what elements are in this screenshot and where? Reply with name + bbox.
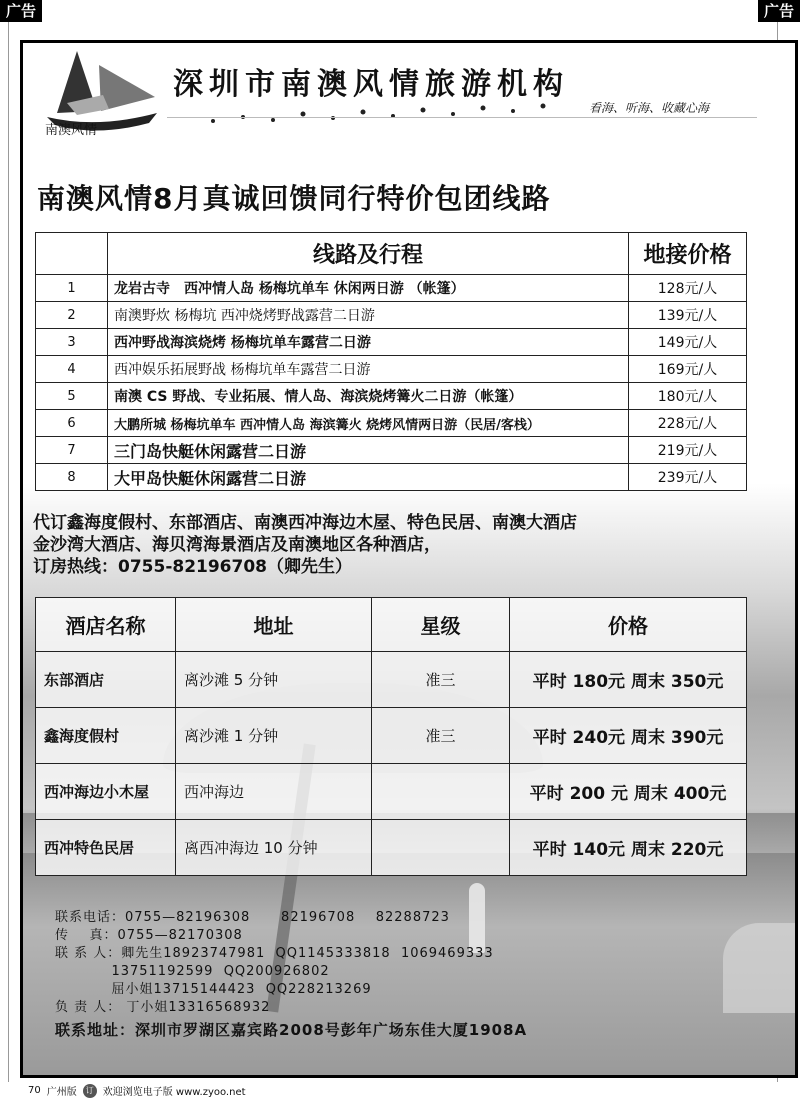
hotel-price: 平时 200 元 周末 400元 <box>510 764 747 820</box>
main-title: 南澳风情8月真诚回馈同行特价包团线路 <box>37 182 551 215</box>
contact-phone: 联系电话：0755—82196308 82196708 82288723 <box>55 910 450 925</box>
route-number: 6 <box>36 410 108 437</box>
table-row <box>36 329 747 356</box>
route-price: 180元/人 <box>629 383 747 410</box>
ad-frame <box>20 40 798 1078</box>
route-number: 4 <box>36 356 108 383</box>
route-price: 169元/人 <box>629 356 747 383</box>
header-rule <box>167 117 757 118</box>
hotel-address: 西冲海边 <box>176 764 372 820</box>
table-row <box>36 383 747 410</box>
hotel-name: 西冲海边小木屋 <box>36 764 176 820</box>
hotels-col-price: 价格 <box>510 598 747 652</box>
contact-manager: 负 责 人： 丁小姐13316568932 <box>55 1000 271 1015</box>
route-description: 西冲野战海滨烧烤 杨梅坑单车露营二日游 <box>108 329 629 356</box>
hotels-col-name: 酒店名称 <box>36 598 176 652</box>
route-description: 南澳 CS 野战、专业拓展、情人岛、海滨烧烤篝火二日游（帐篷） <box>108 383 629 410</box>
hotel-note-line: 金沙湾大酒店、海贝湾海景酒店及南澳地区各种酒店， <box>33 535 441 555</box>
route-price: 239元/人 <box>629 464 747 491</box>
routes-col-number <box>36 233 108 275</box>
rock-shape <box>723 923 798 1013</box>
route-number: 7 <box>36 437 108 464</box>
hotel-hotline: 订房热线：0755-82196708（卿先生） <box>33 557 352 577</box>
table-row <box>36 437 747 464</box>
contact-block <box>55 909 527 1039</box>
hotel-star: 准三 <box>372 652 510 708</box>
route-number: 1 <box>36 275 108 302</box>
route-description: 三门岛快艇休闲露营二日游 <box>108 437 629 464</box>
routes-header-row <box>36 233 747 275</box>
hotels-header-row <box>36 598 747 652</box>
hotel-star <box>372 764 510 820</box>
route-description: 大甲岛快艇休闲露营二日游 <box>108 464 629 491</box>
logo-caption: 南澳风情 <box>45 123 98 138</box>
contact-person-extra: 13751192599 QQ200926802 <box>55 964 330 979</box>
edition-badge-icon: 订 <box>83 1084 97 1098</box>
hotel-star <box>372 820 510 876</box>
hotels-col-star: 星级 <box>372 598 510 652</box>
table-row <box>36 764 747 820</box>
hotel-price: 平时 240元 周末 390元 <box>510 708 747 764</box>
table-row <box>36 410 747 437</box>
ad-label-left: 广告 <box>0 0 42 22</box>
route-description: 西冲娱乐拓展野战 杨梅坑单车露营二日游 <box>108 356 629 383</box>
hotel-price: 平时 140元 周末 220元 <box>510 820 747 876</box>
organization-name: 深圳市南澳风情旅游机构 <box>173 67 569 102</box>
table-row <box>36 708 747 764</box>
hotel-note-line: 代订鑫海度假村、东部酒店、南澳西冲海边木屋、特色民居、南澳大酒店 <box>33 513 577 533</box>
route-number: 3 <box>36 329 108 356</box>
hotel-name: 西冲特色民居 <box>36 820 176 876</box>
route-description: 龙岩古寺 西冲情人岛 杨梅坑单车 休闲两日游 （帐篷） <box>108 275 629 302</box>
footer-text: 欢迎浏览电子版 www.zyoo.net <box>102 1087 246 1098</box>
hotel-address: 离沙滩 5 分钟 <box>176 652 372 708</box>
routes-col-price: 地接价格 <box>629 233 747 275</box>
hotels-table <box>35 597 747 876</box>
ad-label-right: 广告 <box>758 0 800 22</box>
decorative-dots <box>173 99 593 129</box>
hotel-star: 准三 <box>372 708 510 764</box>
hotels-col-address: 地址 <box>176 598 372 652</box>
hotel-address: 离西冲海边 10 分钟 <box>176 820 372 876</box>
route-price: 219元/人 <box>629 437 747 464</box>
hotel-booking-note <box>33 512 577 578</box>
routes-table <box>35 232 747 491</box>
route-price: 128元/人 <box>629 275 747 302</box>
edition-label: 广州版 <box>46 1087 77 1098</box>
table-row <box>36 302 747 329</box>
route-price: 228元/人 <box>629 410 747 437</box>
route-number: 5 <box>36 383 108 410</box>
table-row <box>36 356 747 383</box>
route-number: 8 <box>36 464 108 491</box>
slogan: 看海、听海、收藏心海 <box>589 101 710 115</box>
page-footer <box>28 1083 246 1098</box>
contact-address: 联系地址：深圳市罗湖区嘉宾路2008号彭年广场东佳大厦1908A <box>55 1021 528 1039</box>
contact-person: 联 系 人：卿先生18923747981 QQ1145333818 1069469333 <box>55 946 494 961</box>
table-row <box>36 275 747 302</box>
route-description: 大鹏所城 杨梅坑单车 西冲情人岛 海滨篝火 烧烤风情两日游（民居/客栈） <box>108 410 629 437</box>
hotel-name: 东部酒店 <box>36 652 176 708</box>
route-number: 2 <box>36 302 108 329</box>
route-price: 149元/人 <box>629 329 747 356</box>
table-row <box>36 652 747 708</box>
route-description: 南澳野炊 杨梅坑 西冲烧烤野战露营二日游 <box>108 302 629 329</box>
hotel-address: 离沙滩 1 分钟 <box>176 708 372 764</box>
hotel-name: 鑫海度假村 <box>36 708 176 764</box>
hotel-price: 平时 180元 周末 350元 <box>510 652 747 708</box>
routes-col-route: 线路及行程 <box>108 233 629 275</box>
table-row <box>36 820 747 876</box>
table-row <box>36 464 747 491</box>
contact-person-2: 屈小姐13715144423 QQ228213269 <box>55 982 372 997</box>
page-number: 70 <box>28 1085 41 1096</box>
contact-fax: 传 真：0755—82170308 <box>55 928 243 943</box>
route-price: 139元/人 <box>629 302 747 329</box>
